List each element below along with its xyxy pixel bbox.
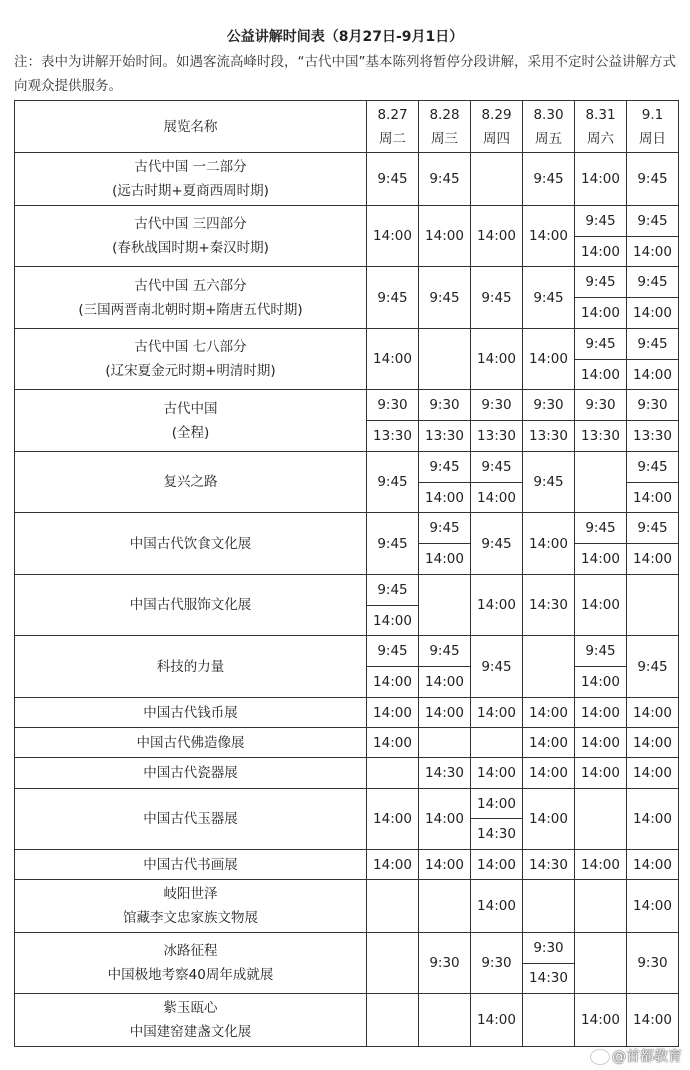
time-cell: 9:45 xyxy=(627,451,679,482)
exhibition-name xyxy=(15,636,367,698)
day-weekday: 周六 xyxy=(587,130,614,147)
exhibition-name xyxy=(15,788,367,850)
schedule-table xyxy=(14,100,679,1047)
time-cell: 14:00 xyxy=(627,728,679,758)
schedule-body xyxy=(15,101,679,1047)
time-cell: 14:00 xyxy=(471,205,523,267)
exhibition-row xyxy=(15,153,679,205)
day-header xyxy=(575,101,627,153)
time-cell: 14:00 xyxy=(627,359,679,390)
exhibition-row xyxy=(15,728,679,758)
time-cell: 9:45 xyxy=(471,451,523,482)
exhibition-name-line: 中国古代瓷器展 xyxy=(143,765,238,781)
time-cell: 14:00 xyxy=(523,788,575,850)
time-cell: 14:00 xyxy=(419,850,471,880)
time-cell: 9:30 xyxy=(627,932,679,994)
time-cell xyxy=(367,880,419,932)
exhibition-name xyxy=(15,205,367,267)
time-cell: 14:00 xyxy=(419,667,471,698)
exhibition-name xyxy=(15,880,367,932)
exhibition-name-line: 科技的力量 xyxy=(156,658,225,675)
time-cell: 14:00 xyxy=(471,482,523,513)
exhibition-row xyxy=(15,697,679,727)
exhibition-name-line: (春秋战国时期+秦汉时期) xyxy=(112,240,269,257)
time-cell: 14:30 xyxy=(419,758,471,788)
exhibition-name xyxy=(15,994,367,1047)
day-weekday: 周日 xyxy=(639,130,666,147)
time-cell: 9:45 xyxy=(627,328,679,359)
exhibition-row xyxy=(15,513,679,544)
day-date: 9.1 xyxy=(641,106,664,123)
time-cell: 9:45 xyxy=(367,636,419,667)
time-cell xyxy=(419,574,471,636)
time-cell: 14:00 xyxy=(367,697,419,727)
time-cell: 9:45 xyxy=(575,328,627,359)
exhibition-name xyxy=(15,728,367,758)
time-cell: 14:00 xyxy=(575,728,627,758)
day-date: 8.28 xyxy=(429,106,460,123)
exhibition-name-line: 馆藏李文忠家族文物展 xyxy=(123,910,258,927)
time-cell: 9:45 xyxy=(575,205,627,236)
exhibition-name xyxy=(15,267,367,329)
day-header xyxy=(471,101,523,153)
day-date: 8.31 xyxy=(585,106,616,123)
time-cell: 9:45 xyxy=(627,205,679,236)
exhibition-name-line: 中国古代服饰文化展 xyxy=(129,597,252,614)
exhibition-row xyxy=(15,994,679,1047)
exhibition-name-line: 中国建窑建盏文化展 xyxy=(129,1024,252,1041)
time-cell: 13:30 xyxy=(367,421,419,452)
time-cell: 14:00 xyxy=(575,544,627,575)
exhibition-row xyxy=(15,932,679,963)
time-cell: 14:00 xyxy=(523,728,575,758)
time-cell xyxy=(419,994,471,1047)
time-cell: 9:45 xyxy=(471,636,523,698)
time-cell: 9:30 xyxy=(419,932,471,994)
exhibition-name xyxy=(15,574,367,636)
exhibition-name-line: (三国两晋南北朝时期+隋唐五代时期) xyxy=(78,301,303,318)
time-cell: 14:00 xyxy=(367,728,419,758)
page-title: 公益讲解时间表（8月27日-9月1日） xyxy=(226,29,464,45)
day-header xyxy=(523,101,575,153)
time-cell: 9:45 xyxy=(523,451,575,513)
exhibition-name-line: 中国古代书画展 xyxy=(143,856,238,873)
exhibition-name-line: 紫玉瓯心 xyxy=(163,1000,218,1017)
weibo-logo-icon xyxy=(590,1049,610,1065)
exhibition-row xyxy=(15,451,679,482)
watermark xyxy=(590,1046,682,1066)
exhibition-name-line: 中国古代钱币展 xyxy=(143,704,238,721)
exhibition-name-line: 中国古代饮食文化展 xyxy=(129,535,252,552)
exhibition-row xyxy=(15,267,679,298)
day-header xyxy=(367,101,419,153)
exhibition-name-line: 古代中国 三四部分 xyxy=(134,216,247,233)
day-weekday: 周三 xyxy=(431,130,458,147)
time-cell: 9:45 xyxy=(523,267,575,329)
time-cell: 13:30 xyxy=(523,421,575,452)
time-cell: 9:45 xyxy=(627,636,679,698)
time-cell: 14:00 xyxy=(471,328,523,390)
exhibition-name-line: 古代中国 xyxy=(163,400,218,417)
time-cell: 14:00 xyxy=(627,236,679,267)
time-cell xyxy=(367,932,419,994)
day-date: 8.30 xyxy=(533,106,564,123)
time-cell: 14:00 xyxy=(523,513,575,575)
exhibition-row xyxy=(15,758,679,788)
time-cell xyxy=(419,728,471,758)
time-cell: 14:00 xyxy=(575,359,627,390)
header-row xyxy=(15,101,679,153)
time-cell xyxy=(419,328,471,390)
time-cell: 14:00 xyxy=(367,788,419,850)
exhibition-row xyxy=(15,850,679,880)
time-cell: 14:30 xyxy=(523,574,575,636)
time-cell: 14:00 xyxy=(471,994,523,1047)
time-cell xyxy=(575,788,627,850)
time-cell: 14:00 xyxy=(471,880,523,932)
time-cell: 14:00 xyxy=(367,328,419,390)
exhibition-name xyxy=(15,153,367,205)
time-cell: 14:30 xyxy=(523,850,575,880)
exhibition-name-line: (辽宋夏金元时期+明清时期) xyxy=(105,363,276,380)
time-cell: 9:45 xyxy=(419,153,471,205)
time-cell: 14:00 xyxy=(367,605,419,636)
exhibition-name-line: 中国极地考察40周年成就展 xyxy=(107,967,274,984)
time-cell: 14:00 xyxy=(367,205,419,267)
time-cell: 14:00 xyxy=(523,328,575,390)
time-cell: 9:45 xyxy=(471,267,523,329)
time-cell: 14:00 xyxy=(627,788,679,850)
time-cell: 14:00 xyxy=(575,236,627,267)
time-cell xyxy=(471,728,523,758)
day-date: 8.27 xyxy=(377,106,408,123)
time-cell: 9:45 xyxy=(367,574,419,605)
time-cell: 9:45 xyxy=(523,153,575,205)
time-cell: 9:45 xyxy=(419,636,471,667)
time-cell: 9:45 xyxy=(471,513,523,575)
time-cell: 9:45 xyxy=(367,153,419,205)
time-cell: 9:45 xyxy=(419,451,471,482)
time-cell: 9:45 xyxy=(367,513,419,575)
time-cell: 14:00 xyxy=(471,697,523,727)
time-cell xyxy=(367,994,419,1047)
time-cell: 9:45 xyxy=(627,513,679,544)
day-weekday: 周四 xyxy=(483,130,510,147)
exhibition-name xyxy=(15,390,367,452)
time-cell: 9:30 xyxy=(523,932,575,963)
time-cell: 9:30 xyxy=(367,390,419,421)
time-cell: 14:00 xyxy=(575,850,627,880)
day-header xyxy=(627,101,679,153)
time-cell: 14:00 xyxy=(627,298,679,329)
time-cell: 14:00 xyxy=(627,994,679,1047)
time-cell: 9:45 xyxy=(419,513,471,544)
time-cell: 9:45 xyxy=(367,267,419,329)
time-cell: 13:30 xyxy=(627,421,679,452)
exhibition-name-line: 古代中国 七八部分 xyxy=(134,339,247,356)
time-cell: 14:00 xyxy=(575,153,627,205)
time-cell xyxy=(523,636,575,698)
time-cell: 14:00 xyxy=(627,544,679,575)
time-cell: 14:00 xyxy=(367,667,419,698)
time-cell: 14:00 xyxy=(575,697,627,727)
time-cell: 14:00 xyxy=(471,574,523,636)
time-cell: 14:00 xyxy=(419,544,471,575)
time-cell: 14:00 xyxy=(471,758,523,788)
exhibition-name-line: 古代中国 五六部分 xyxy=(134,277,247,294)
time-cell: 14:00 xyxy=(523,697,575,727)
exhibition-name-line: 复兴之路 xyxy=(163,474,218,491)
exhibition-row xyxy=(15,390,679,421)
time-cell: 14:00 xyxy=(575,758,627,788)
time-cell xyxy=(627,574,679,636)
time-cell: 9:45 xyxy=(367,451,419,513)
time-cell: 14:00 xyxy=(575,574,627,636)
time-cell: 14:00 xyxy=(419,482,471,513)
time-cell: 14:30 xyxy=(471,819,523,850)
exhibition-name-line: 岐阳世泽 xyxy=(163,886,218,903)
time-cell: 13:30 xyxy=(575,421,627,452)
time-cell: 9:45 xyxy=(575,513,627,544)
time-cell: 13:30 xyxy=(419,421,471,452)
time-cell xyxy=(367,758,419,788)
exhibition-row xyxy=(15,880,679,932)
time-cell: 14:00 xyxy=(627,758,679,788)
time-cell: 9:45 xyxy=(627,267,679,298)
day-date: 8.29 xyxy=(481,106,512,123)
exhibition-name xyxy=(15,758,367,788)
time-cell: 9:30 xyxy=(471,390,523,421)
day-header xyxy=(419,101,471,153)
exhibition-name xyxy=(15,451,367,513)
exhibition-row xyxy=(15,205,679,236)
time-cell: 14:00 xyxy=(627,697,679,727)
exhibition-name xyxy=(15,697,367,727)
time-cell: 14:00 xyxy=(523,205,575,267)
exhibition-row xyxy=(15,574,679,605)
exhibition-name xyxy=(15,850,367,880)
time-cell: 14:00 xyxy=(367,850,419,880)
time-cell xyxy=(575,451,627,513)
time-cell: 14:00 xyxy=(471,850,523,880)
time-cell xyxy=(575,932,627,994)
time-cell: 9:30 xyxy=(575,390,627,421)
exhibition-row xyxy=(15,328,679,359)
table-note: 注：表中为讲解开始时间。如遇客流高峰时段，“古代中国”基本陈列将暂停分段讲解，采用不定时公益讲解方式向观众提供服务。 xyxy=(14,54,676,94)
time-cell: 14:00 xyxy=(575,298,627,329)
time-cell: 14:00 xyxy=(575,667,627,698)
exhibition-row xyxy=(15,636,679,667)
time-cell: 9:30 xyxy=(419,390,471,421)
time-cell: 14:00 xyxy=(523,758,575,788)
exhibition-row xyxy=(15,788,679,819)
time-cell: 14:00 xyxy=(419,697,471,727)
time-cell: 9:45 xyxy=(627,153,679,205)
time-cell: 9:45 xyxy=(419,267,471,329)
time-cell: 14:00 xyxy=(471,788,523,819)
time-cell: 9:45 xyxy=(575,267,627,298)
exhibition-name-line: 中国古代佛造像展 xyxy=(136,734,245,751)
time-cell: 13:30 xyxy=(471,421,523,452)
time-cell: 14:30 xyxy=(523,963,575,994)
exhibition-name-line: (远古时期+夏商西周时期) xyxy=(112,183,269,200)
exhibition-name-line: 中国古代玉器展 xyxy=(143,810,238,827)
exhibition-name xyxy=(15,513,367,575)
exhibition-name xyxy=(15,328,367,390)
time-cell xyxy=(523,994,575,1047)
exhibition-header: 展览名称 xyxy=(15,101,367,153)
time-cell: 9:30 xyxy=(471,932,523,994)
time-cell xyxy=(523,880,575,932)
exhibition-name-line: 古代中国 一二部分 xyxy=(134,159,247,176)
watermark-text: @首都教育 xyxy=(612,1049,682,1065)
time-cell: 14:00 xyxy=(627,850,679,880)
time-cell: 14:00 xyxy=(627,880,679,932)
exhibition-name-line: (全程) xyxy=(171,424,210,441)
exhibition-name xyxy=(15,932,367,994)
time-cell xyxy=(419,880,471,932)
time-cell: 9:30 xyxy=(523,390,575,421)
time-cell: 14:00 xyxy=(419,788,471,850)
day-weekday: 周五 xyxy=(535,130,562,147)
exhibition-name-line: 冰路征程 xyxy=(163,943,218,960)
time-cell: 14:00 xyxy=(575,994,627,1047)
time-cell: 14:00 xyxy=(419,205,471,267)
time-cell: 9:30 xyxy=(627,390,679,421)
time-cell: 14:00 xyxy=(627,482,679,513)
time-cell xyxy=(471,153,523,205)
time-cell: 9:45 xyxy=(575,636,627,667)
day-weekday: 周二 xyxy=(379,130,406,147)
time-cell xyxy=(575,880,627,932)
